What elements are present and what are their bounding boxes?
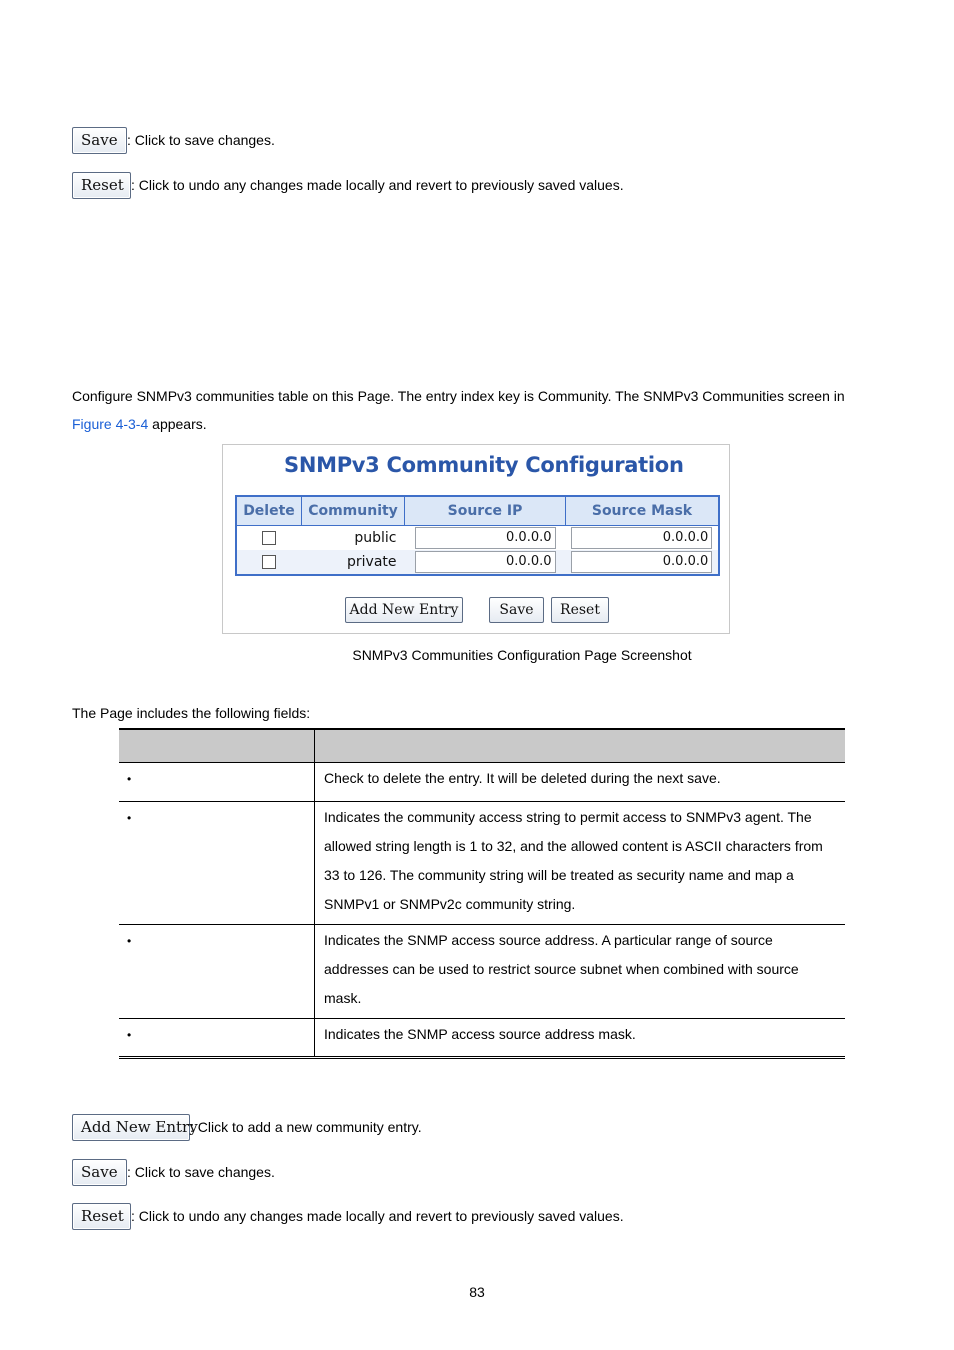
source-mask-cell [566, 550, 720, 575]
figure-link[interactable]: Figure 4-3-4 [72, 416, 149, 432]
config-row [236, 526, 719, 551]
reset-button[interactable]: Reset [72, 1203, 131, 1230]
save-button[interactable]: Save [72, 1159, 127, 1186]
description-line: allowed string length is 1 to 32, and the allowed content is ASCII characters from [324, 838, 823, 854]
community-config-table [235, 495, 720, 576]
screenshot-title: SNMPv3 Community Configuration [284, 453, 684, 477]
save-description-text: : Click to save changes. [127, 132, 275, 148]
delete-cell [236, 526, 302, 551]
delete-checkbox[interactable] [262, 555, 276, 569]
source-mask-cell [566, 526, 720, 551]
description-line: mask. [324, 990, 362, 1006]
bullet: • [127, 772, 132, 786]
reset-description-text: : Click to undo any changes made locally and revert to previously saved values. [131, 177, 624, 193]
header-description [315, 729, 846, 763]
save-button[interactable]: Save [489, 597, 544, 623]
reset-description-text: : Click to undo any changes made locally and revert to previously saved values. [131, 1208, 624, 1224]
save-description [72, 1159, 275, 1186]
description-line: Check to delete the entry. It will be deleted during the next save. [324, 770, 721, 786]
fields-header-row [119, 729, 845, 763]
description-line: Indicates the SNMP access source address. A particular range of source [324, 932, 773, 948]
source-ip-input[interactable]: 0.0.0.0 [415, 551, 556, 573]
description-line: Indicates the community access string to permit access to SNMPv3 agent. The [324, 809, 812, 825]
add-new-entry-description-text: : Click to add a new community entry. [190, 1119, 422, 1135]
description-line: addresses can be used to restrict source subnet when combined with source [324, 961, 799, 977]
field-row [119, 802, 845, 925]
bullet: • [127, 1028, 132, 1042]
header-source-ip: Source IP [405, 496, 566, 526]
field-row [119, 925, 845, 1019]
field-object-cell [119, 802, 315, 925]
config-row [236, 550, 719, 575]
field-row [119, 763, 845, 802]
snmpv3-community-screenshot [222, 444, 730, 634]
bullet: • [127, 934, 132, 948]
intro-line-2 [72, 416, 207, 432]
field-object-cell [119, 925, 315, 1019]
description-line: Indicates the SNMP access source address mask. [324, 1026, 636, 1042]
save-button[interactable]: Save [72, 127, 127, 154]
delete-checkbox[interactable] [262, 531, 276, 545]
source-ip-input[interactable]: 0.0.0.0 [415, 527, 556, 549]
field-object-cell [119, 763, 315, 802]
fields-table [119, 728, 845, 1059]
field-description [315, 925, 846, 1019]
field-description [315, 1019, 846, 1058]
intro-after-link: appears. [148, 416, 207, 432]
field-description [315, 763, 846, 802]
add-new-entry-description [72, 1114, 422, 1141]
save-description-text: : Click to save changes. [127, 1164, 275, 1180]
add-new-entry-button[interactable]: Add New Entry [345, 597, 463, 623]
header-delete: Delete [236, 496, 302, 526]
field-description [315, 802, 846, 925]
source-ip-cell [405, 550, 566, 575]
delete-cell [236, 550, 302, 575]
source-mask-input[interactable]: 0.0.0.0 [571, 527, 712, 549]
bullet: • [127, 811, 132, 825]
header-object [119, 729, 315, 763]
save-description [72, 127, 275, 154]
field-row [119, 1019, 845, 1058]
header-community: Community [302, 496, 405, 526]
reset-description [72, 172, 624, 199]
config-header-row [236, 496, 719, 526]
figure-caption: SNMPv3 Communities Configuration Page Screenshot [352, 647, 692, 663]
description-line: SNMPv1 or SNMPv2c community string. [324, 896, 576, 912]
header-source-mask: Source Mask [566, 496, 720, 526]
add-new-entry-button[interactable]: Add New Entry [72, 1114, 190, 1141]
reset-button[interactable]: Reset [551, 597, 609, 623]
intro-text: Configure SNMPv3 communities table on this Page. The entry index key is Community. The SNMPv3 Communities screen in [72, 388, 845, 404]
source-mask-input[interactable]: 0.0.0.0 [571, 551, 712, 573]
reset-button[interactable]: Reset [72, 172, 131, 199]
source-ip-cell [405, 526, 566, 551]
page-number: 83 [469, 1284, 485, 1300]
fields-intro: The Page includes the following fields: [72, 705, 311, 721]
reset-description [72, 1203, 624, 1230]
community-value: public [302, 526, 405, 551]
field-object-cell [119, 1019, 315, 1058]
description-line: 33 to 126. The community string will be treated as security name and map a [324, 867, 794, 883]
community-value: private [302, 550, 405, 575]
